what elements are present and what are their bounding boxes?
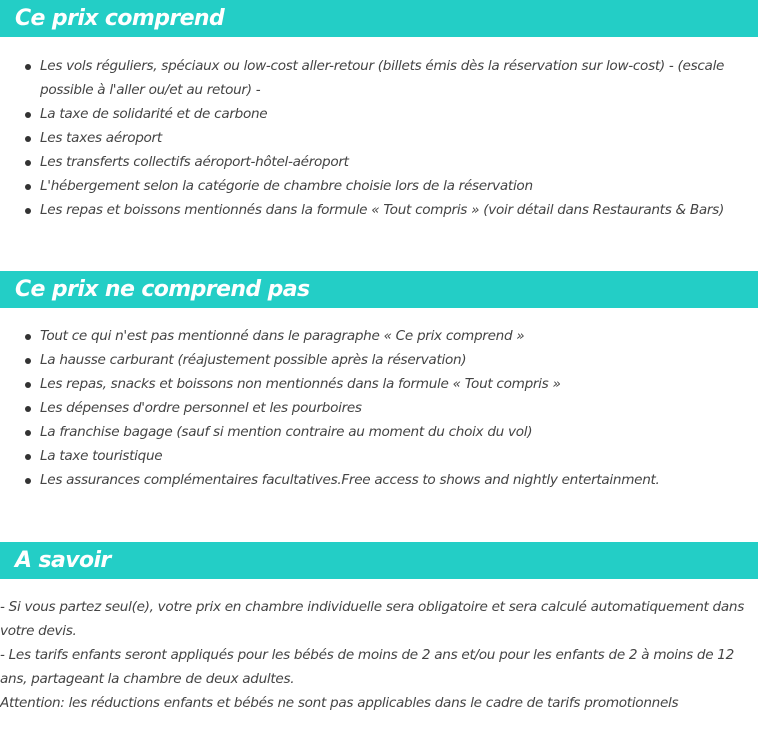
list-item: Les dépenses d'ordre personnel et les pourboires — [0, 396, 758, 420]
good-to-know-header — [0, 542, 758, 579]
price-excludes-section — [0, 271, 758, 492]
price-excludes-title: Ce prix ne comprend pas — [15, 277, 310, 302]
list-item: Tout ce qui n'est pas mentionné dans le paragraphe « Ce prix comprend » — [0, 324, 758, 348]
list-item: Les taxes aéroport — [0, 126, 758, 150]
price-excludes-list — [0, 324, 758, 492]
info-paragraph: - Les tarifs enfants seront appliqués pour les bébés de moins de 2 ans et/ou pour les enfants de 2 à moins de 12 ans, partageant la chambre de deux adultes. — [0, 647, 734, 687]
list-item: Les transferts collectifs aéroport-hôtel-aéroport — [0, 150, 758, 174]
price-includes-section — [0, 0, 758, 222]
good-to-know-text — [0, 595, 758, 715]
list-item: Les repas et boissons mentionnés dans la formule « Tout compris » (voir détail dans Restaurants & Bars) — [0, 198, 758, 222]
list-item: La franchise bagage (sauf si mention contraire au moment du choix du vol) — [0, 420, 758, 444]
price-includes-list — [0, 54, 758, 222]
price-excludes-header — [0, 271, 758, 308]
list-item: Les vols réguliers, spéciaux ou low-cost aller-retour (billets émis dès la réservation sur low-cost) - (escale possible à l'aller ou/et au retour) - — [0, 54, 758, 102]
price-includes-title: Ce prix comprend — [15, 6, 225, 31]
list-item: La taxe touristique — [0, 444, 758, 468]
list-item: Les repas, snacks et boissons non mentionnés dans la formule « Tout compris » — [0, 372, 758, 396]
good-to-know-title: A savoir — [15, 548, 111, 573]
info-paragraph: Attention: les réductions enfants et bébés ne sont pas applicables dans le cadre de tarifs promotionnels — [0, 695, 679, 711]
good-to-know-section — [0, 542, 758, 715]
list-item: La taxe de solidarité et de carbone — [0, 102, 758, 126]
list-item: L'hébergement selon la catégorie de chambre choisie lors de la réservation — [0, 174, 758, 198]
list-item: La hausse carburant (réajustement possible après la réservation) — [0, 348, 758, 372]
price-includes-header — [0, 0, 758, 37]
list-item: Les assurances complémentaires facultatives.Free access to shows and nightly entertainment. — [0, 468, 758, 492]
info-paragraph: - Si vous partez seul(e), votre prix en chambre individuelle sera obligatoire et sera calculé automatiquement dans votre devis. — [0, 599, 745, 639]
